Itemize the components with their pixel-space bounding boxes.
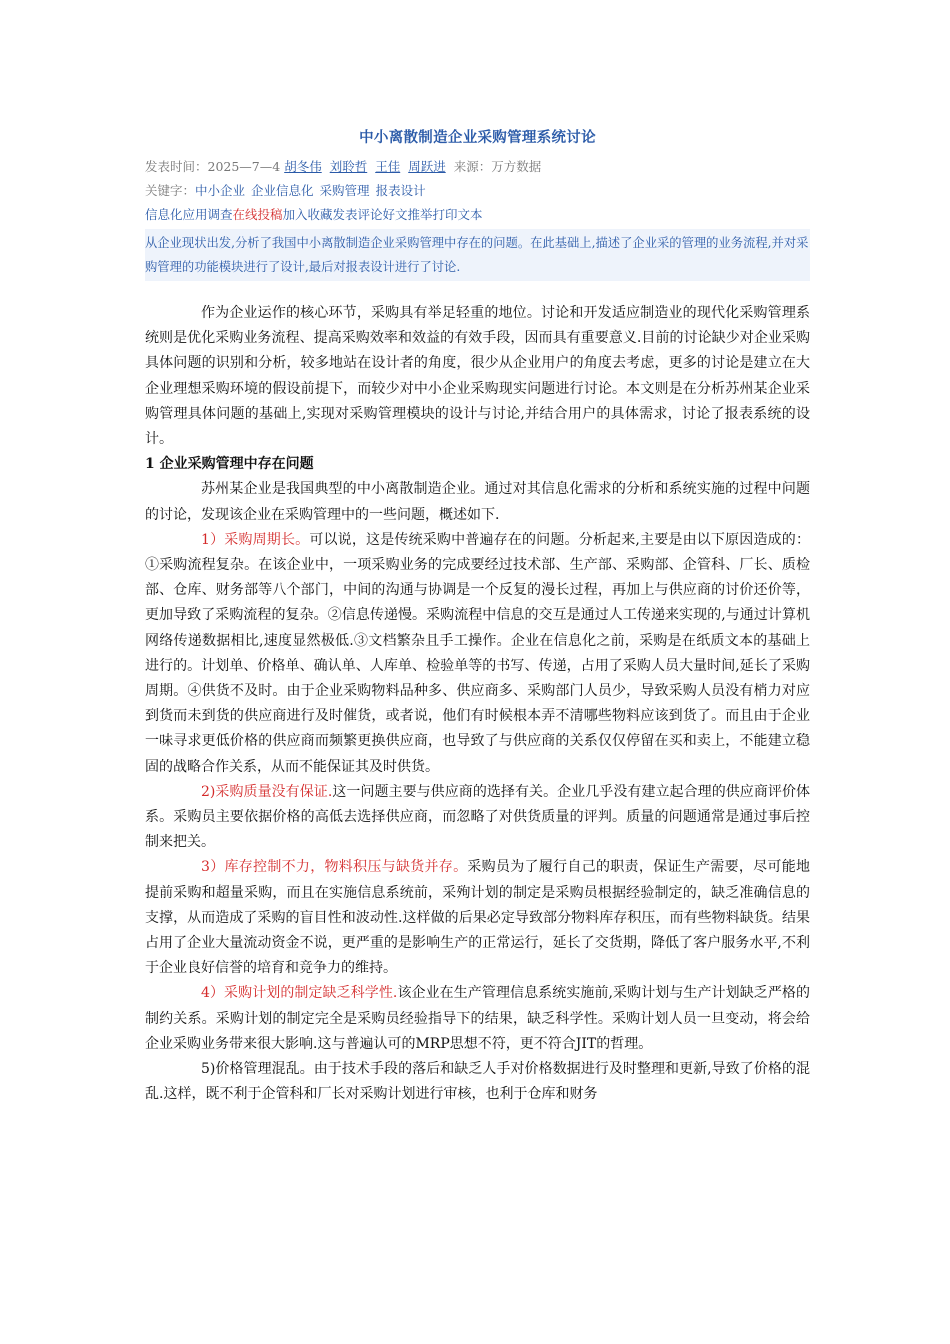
author-link[interactable]: 王佳: [375, 159, 401, 174]
section-intro: 苏州某企业是我国典型的中小离散制造企业。通过对其信息化需求的分析和系统实施的过程中问题的讨论，发现该企业在采购管理中的一些问题，概述如下.: [145, 481, 810, 523]
problem-4-heading: 4）采购计划的制定缺乏科学性.: [201, 985, 398, 1002]
problem-4: [145, 981, 810, 1057]
article-meta: [145, 155, 810, 179]
keyword-link[interactable]: 采购管理: [319, 183, 370, 198]
problem-3-text: 采购员为了履行自己的职责，保证生产需要，尽可能地提前采购和超量采购，而且在实施信息系统前，采殉计划的制定是采购员根据经验制定的，缺乏准确信息的支撑，从而造成了采购的盲目性和波动性.这样做的后果必定导致部分物料库存积压，而有些物料缺货。结果占用了企业大量流动资金不说，更严重的是影响生产的正常运行，延长了交货期，降低了客户服务水平,不利于企业良好信誉的培育和竞争力的维持。: [145, 859, 811, 977]
author-link[interactable]: 刘聆哲: [329, 159, 368, 174]
problem-2-text: 这一问题主要与供应商的选择有关。企业几乎没有建立起合理的供应商评价体系。采购员主要依据价格的高低去选择供应商，而忽略了对供货质量的评判。质量的问题通常是通过事后控制来把关。: [145, 783, 810, 851]
problem-3: [145, 855, 810, 981]
problem-1-text: 可以说，这是传统采购中普遍存在的问题。分析起来,主要是由以下原因造成的：①采购流程复杂。在该企业中，一项采购业务的完成要经过技术部、生产部、采购部、企管科、厂长、质检部、仓库、财务部等八个部门，中间的沟通与协调是一个反复的漫长过程，再加上与供应商的讨价还价等，更加导致了采购流程的复杂。②信息传递慢。采购流程中信息的交互是通过人工传递来实现的,与通过计算机网络传递数据相比,速度显然极低.③文档繁杂且手工操作。企业在信息化之前，采购是在纸质文本的基础上进行的。计划单、价格单、确认单、人库单、检验单等的书写、传递，占用了采购人员大量时间,延长了采购周期。④供货不及时。由于企业采购物料品种多、供应商多、采购部门人员少，导致采购人员没有梢力对应到货而未到货的供应商进行及时催货，或者说，他们有时候根本弄不清哪些物料应该到货了。而且由于企业一味寻求更低价格的供应商而频繁更换供应商，也导致了与供应商的关系仅仅停留在买和卖上，不能建立稳固的战略合作关系，从而不能保证其及时供货。: [145, 531, 810, 775]
intro-paragraph: 作为企业运作的核心环节，采购具有举足轻重的地位。讨论和开发适应制造业的现代化采购管理系统则是优化采购业务流程、提高采购效率和效益的有效手段，因而具有重要意义.目前的讨论缺少对企业采购具体问题的识别和分析，较多地站在设计者的角度，很少从企业用户的角度去考虑，更多的讨论是建立在大企业理想采购环境的假设前提下，而较少对中小企业采购现实问题进行讨论。本文则是在分析苏州某企业采购管理具体问题的基础上,实现对采购管理模块的设计与讨论,并结合用户的具体需求，讨论了报表系统的设计。: [145, 305, 810, 448]
problem-2: [145, 780, 810, 856]
keywords-label: 关键字：: [145, 183, 196, 198]
keyword-link[interactable]: 中小企业: [195, 183, 246, 198]
keyword-link[interactable]: 报表设计: [375, 183, 426, 198]
action-links: [145, 203, 810, 227]
source: 来源：万方数据: [453, 159, 542, 174]
actions-link[interactable]: 加入收藏发表评论好文推举打印文本: [282, 207, 483, 222]
problem-1-heading: 1）采购周期长。: [201, 531, 310, 548]
problem-2-heading: 2)采购质量没有保证.: [201, 783, 333, 800]
problem-3-heading: 3）库存控制不力，物料积压与缺货并存。: [201, 859, 468, 876]
problem-5: 5)价格管理混乱。由于技术手段的落后和缺乏人手对价格数据进行及时整理和更新,导致了价格的混乱.这样，既不利于企管科和厂长对采购计划进行审核，也利于仓库和财务: [145, 1061, 810, 1103]
abstract: 从企业现状出发,分析了我国中小离散制造企业采购管理中存在的问题。在此基础上,描述了企业采的管理的业务流程,并对采购管理的功能模块进行了设计,最后对报表设计进行了讨论.: [145, 229, 810, 281]
article: [145, 126, 810, 1108]
section-heading: 1 企业采购管理中存在问题: [145, 456, 314, 473]
submit-link[interactable]: 在线投稿: [232, 207, 283, 222]
article-title: 中小离散制造企业采购管理系统讨论: [359, 130, 596, 146]
problem-4-text: 该企业在生产管理信息系统实施前,采购计划与生产计划缺乏严格的制约关系。采购计划的制定完全是采购员经验指导下的结果，缺乏科学性。采购计划人员一旦变动，将会给企业采购业务带来很大影响.这与普遍认可的MRP思想不符，更不符合JIT的哲理。: [145, 985, 810, 1052]
problem-1: [145, 528, 810, 780]
author-link[interactable]: 周跃进: [408, 159, 446, 174]
article-body: [145, 301, 810, 1108]
keyword-link[interactable]: 企业信息化: [251, 183, 314, 198]
keywords: [145, 179, 810, 203]
publish-date: 发表时间：2025—7—4: [145, 159, 281, 174]
survey-link[interactable]: 信息化应用调查: [145, 207, 233, 222]
author-link[interactable]: 胡冬伟: [284, 159, 322, 174]
